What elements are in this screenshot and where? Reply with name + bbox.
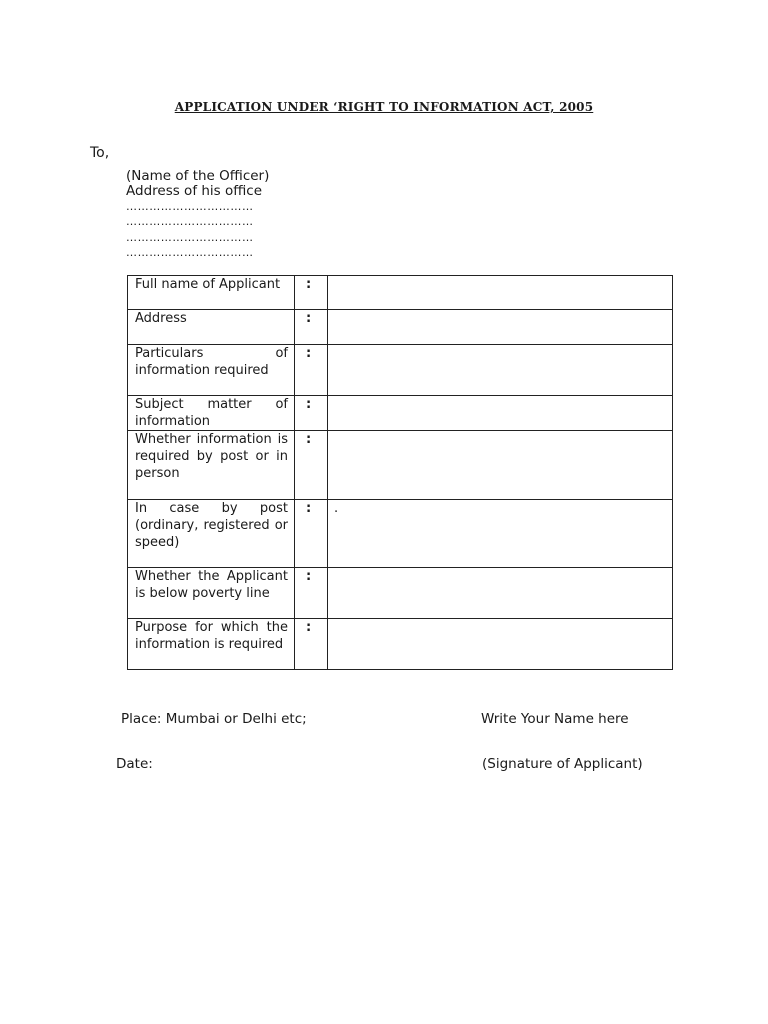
place-text: Place: Mumbai or Delhi etc; <box>121 711 307 727</box>
post-or-person-field[interactable] <box>328 431 673 500</box>
signature-text: (Signature of Applicant) <box>482 756 643 772</box>
row-colon: : <box>306 432 312 447</box>
row-label-post-or-person: Whether information is required by post or in person <box>135 432 288 481</box>
row-colon: : <box>306 501 312 516</box>
table-row <box>128 345 673 396</box>
table-row <box>128 619 673 670</box>
row-label-purpose: Purpose for which the information is required <box>135 620 288 652</box>
application-form-table <box>127 275 673 670</box>
row-colon: : <box>306 620 312 635</box>
row-colon: : <box>306 277 312 292</box>
address-field[interactable] <box>328 310 673 345</box>
document-title: APPLICATION UNDER ‘RIGHT TO INFORMATION ACT, 2005 <box>174 100 594 114</box>
table-row <box>128 396 673 431</box>
dotted-line: …………………………… <box>126 230 254 244</box>
dotted-line: …………………………… <box>126 245 254 259</box>
subject-matter-field[interactable] <box>328 396 673 431</box>
row-label-address: Address <box>135 311 187 326</box>
purpose-field[interactable] <box>328 619 673 670</box>
officer-name: (Name of the Officer) <box>126 168 270 184</box>
post-type-field[interactable]: . <box>328 500 673 568</box>
row-label-post-type: In case by post (ordinary, registered or speed) <box>135 501 288 550</box>
table-row <box>128 568 673 619</box>
dotted-line: …………………………… <box>126 200 254 213</box>
date-text: Date: <box>116 756 153 772</box>
dotted-line: …………………………… <box>126 215 254 229</box>
row-label-subject-matter: Subject matter of information <box>135 397 288 429</box>
table-row <box>128 431 673 500</box>
particulars-field[interactable] <box>328 345 673 396</box>
table-row <box>128 500 673 568</box>
row-colon: : <box>306 397 312 412</box>
table-row <box>128 276 673 310</box>
row-label-poverty-line: Whether the Applicant is below poverty line <box>135 569 288 601</box>
full-name-field[interactable] <box>328 276 673 310</box>
row-label-full-name: Full name of Applicant <box>135 277 281 292</box>
row-colon: : <box>306 569 312 584</box>
table-row <box>128 310 673 345</box>
applicant-name-text: Write Your Name here <box>481 711 629 727</box>
row-label-particulars: Particulars of information required <box>135 346 288 378</box>
office-address: Address of his office <box>126 183 263 199</box>
poverty-line-field[interactable] <box>328 568 673 619</box>
row-colon: : <box>306 346 312 361</box>
row-colon: : <box>306 311 312 326</box>
salutation: To, <box>90 145 110 161</box>
address-block <box>126 169 269 260</box>
